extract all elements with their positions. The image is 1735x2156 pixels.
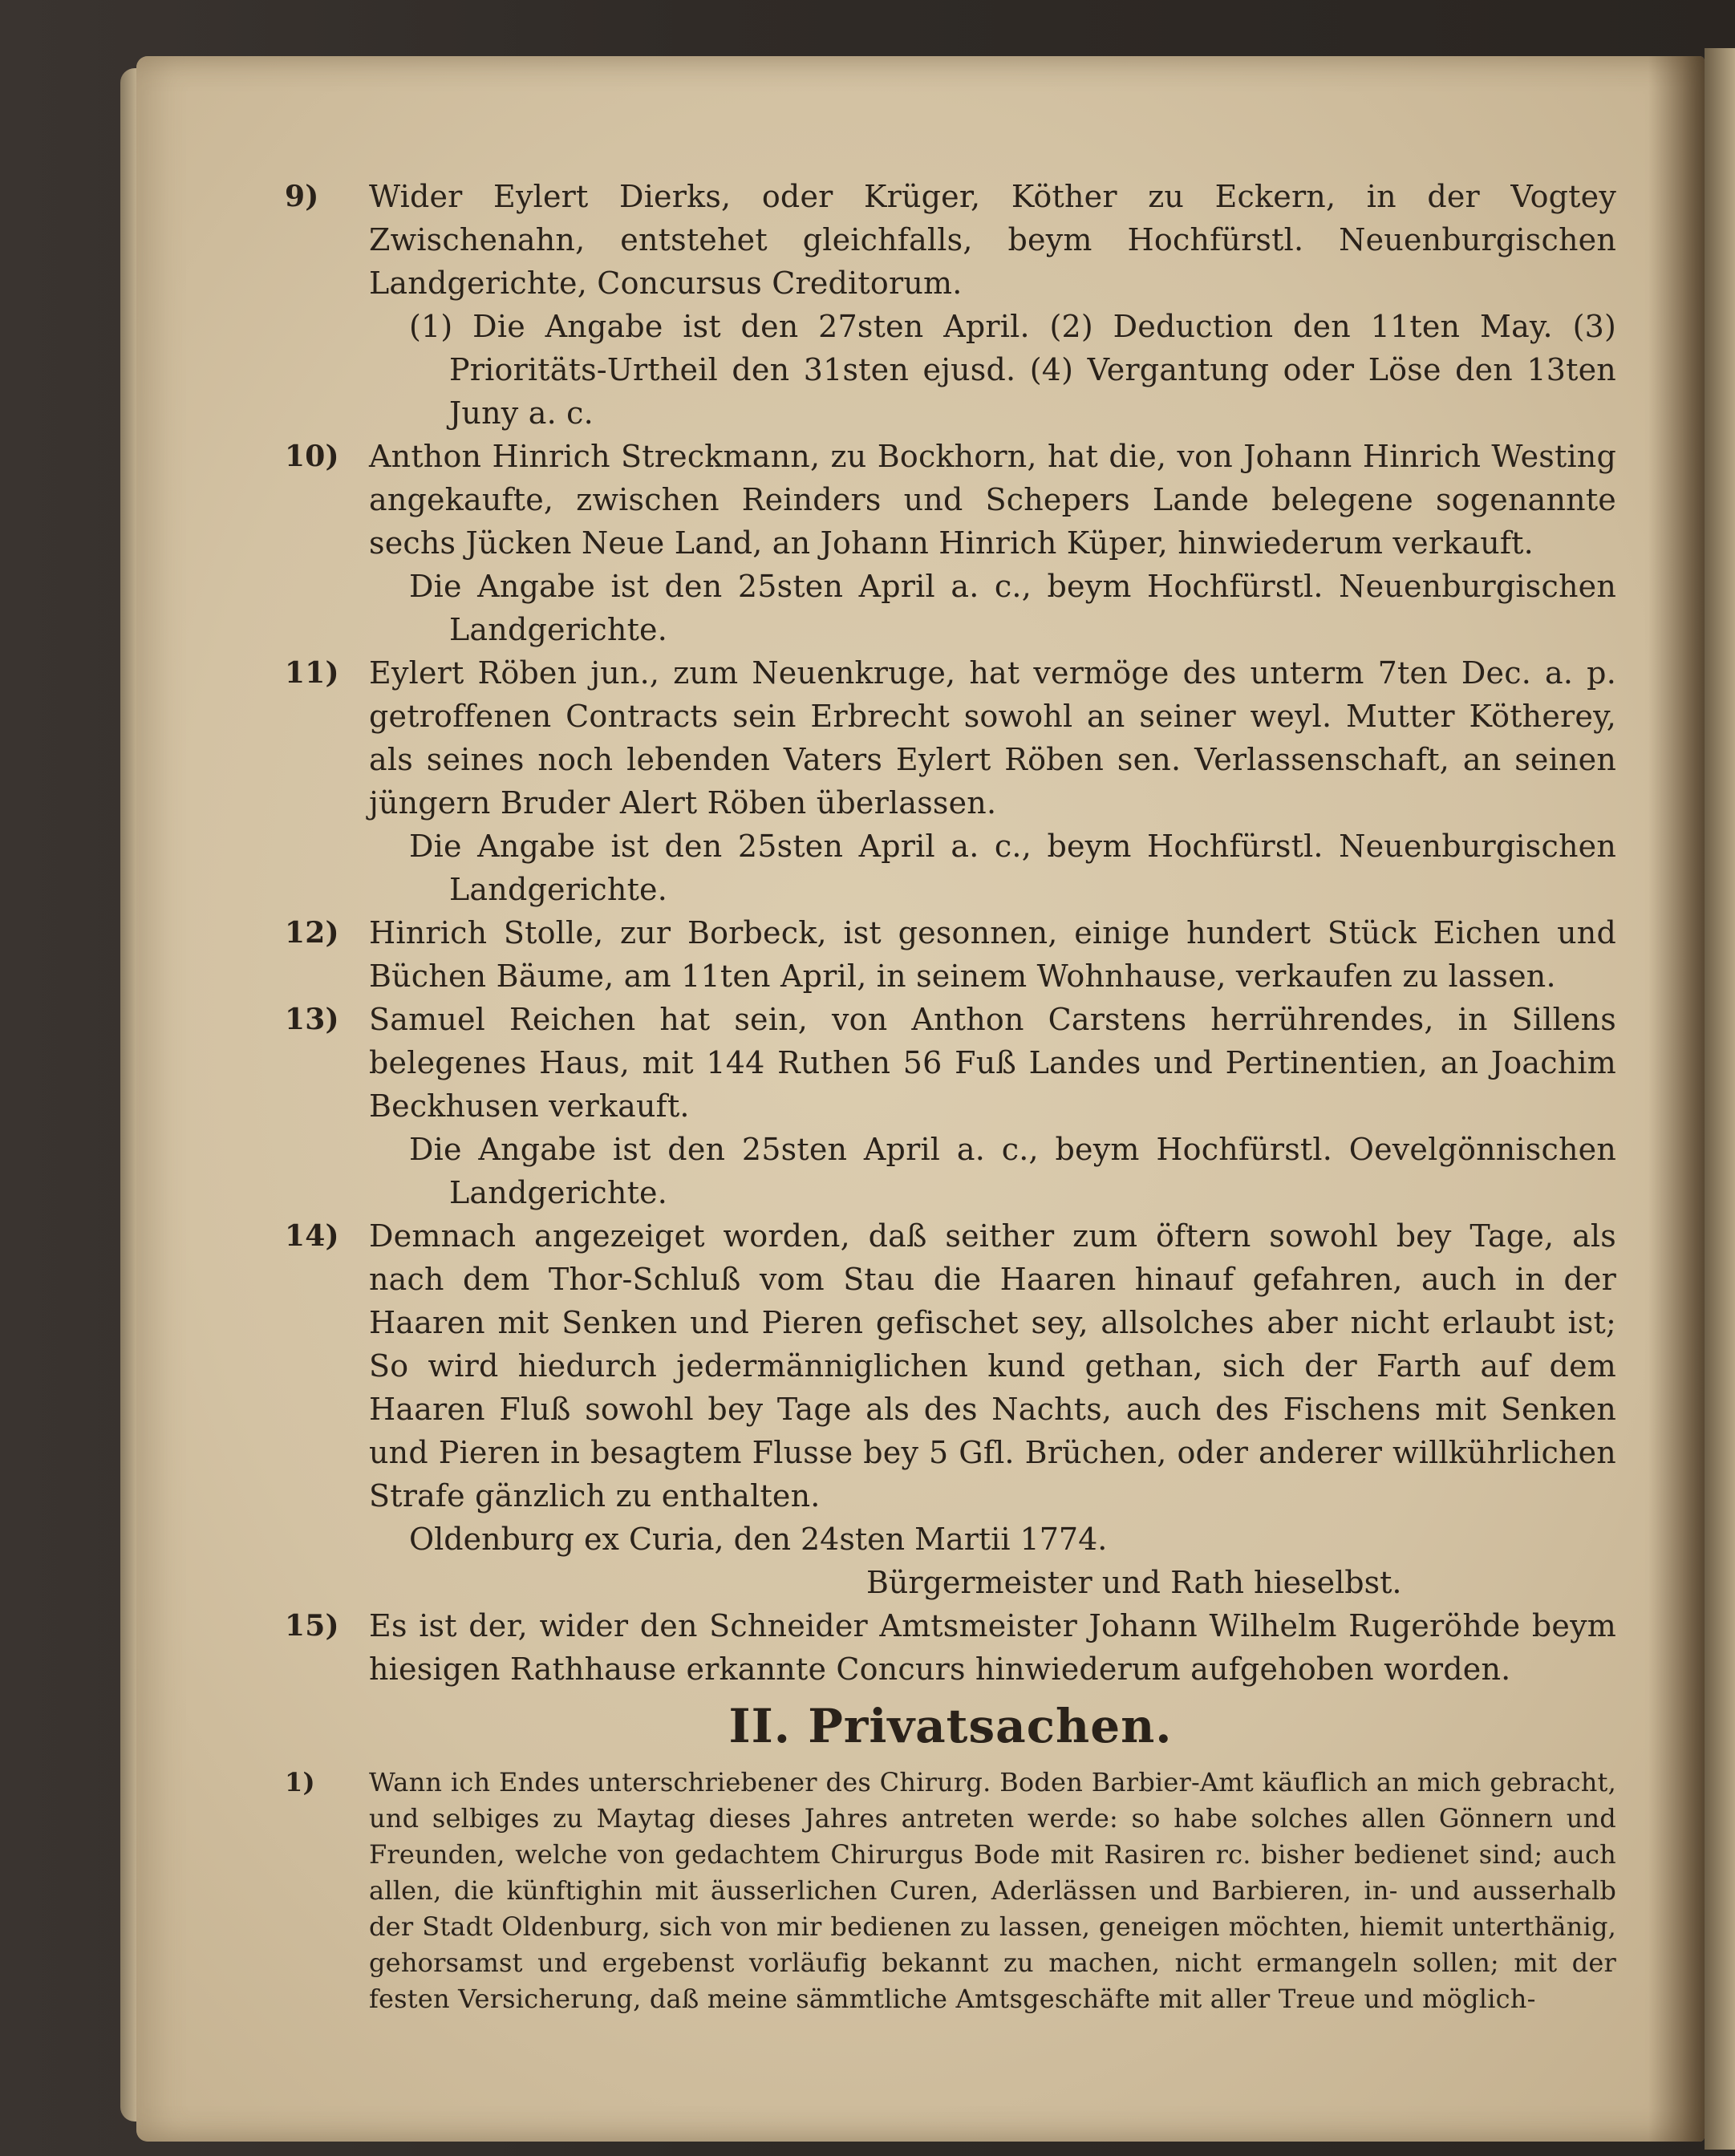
entry-number: 15) bbox=[285, 1609, 339, 1643]
entry-sub: (1) Die Angabe ist den 27sten April. (2) Deduction den 11ten May. (3) Prioritäts-Urtheil den 31sten ejusd. (4) Vergantung oder Löse den 13ten Juny a. c. bbox=[409, 309, 1616, 431]
entry-sub: Die Angabe ist den 25sten April a. c., beym Hochfürstl. Oevelgönnischen Landgerichte. bbox=[409, 1132, 1616, 1210]
entry-14 bbox=[285, 1214, 1616, 1518]
signature-block bbox=[285, 1518, 1616, 1604]
private-entry-1 bbox=[285, 1765, 1616, 2017]
entry-body: Es ist der, wider den Schneider Amtsmeister Johann Wilhelm Rugeröhde beym hiesigen Rathhause erkannte Concurs hinwiederum aufgehoben worden. bbox=[369, 1608, 1616, 1687]
entry-number: 13) bbox=[285, 1003, 339, 1036]
page-gutter-shadow bbox=[1648, 56, 1705, 2142]
entry-15 bbox=[285, 1604, 1616, 1691]
facing-page-edge bbox=[1705, 48, 1735, 2150]
entry-number: 12) bbox=[285, 916, 339, 950]
section-heading: II. Privatsachen. bbox=[728, 1699, 1173, 1753]
entry-body: Samuel Reichen hat sein, von Anthon Carstens herrührendes, in Sillens belegenes Haus, mit 144 Ruthen 56 Fuß Landes und Pertinentien, an Joachim Beckhusen verkauft. bbox=[369, 1002, 1616, 1124]
page-text-column bbox=[285, 175, 1616, 2017]
entry-number: 10) bbox=[285, 440, 339, 473]
entry-sub: Die Angabe ist den 25sten April a. c., beym Hochfürstl. Neuenburgischen Landgerichte. bbox=[409, 569, 1616, 647]
place-date: Oldenburg ex Curia, den 24sten Martii 1774. bbox=[409, 1522, 1108, 1557]
entry-number: 9) bbox=[285, 180, 319, 213]
entry-sub: Die Angabe ist den 25sten April a. c., beym Hochfürstl. Neuenburgischen Landgerichte. bbox=[409, 829, 1616, 907]
entry-9 bbox=[285, 175, 1616, 435]
entry-number: 14) bbox=[285, 1219, 339, 1253]
entry-body: Eylert Röben jun., zum Neuenkruge, hat vermöge des unterm 7ten Dec. a. p. getroffenen Contracts sein Erbrecht sowohl an seiner weyl. Mutter Kötherey, als seines noch lebenden Vaters Eylert Röben sen. Verlassenschaft, an seinen jüngern Bruder Alert Röben überlassen. bbox=[369, 655, 1616, 821]
signer: Bürgermeister und Rath hieselbst. bbox=[866, 1565, 1402, 1600]
entry-12 bbox=[285, 911, 1616, 998]
entry-body: Hinrich Stolle, zur Borbeck, ist gesonnen, einige hundert Stück Eichen und Büchen Bäume, am 11ten April, in seinem Wohnhause, verkaufen zu lassen. bbox=[369, 915, 1616, 994]
entry-number: 11) bbox=[285, 656, 339, 690]
entry-number: 1) bbox=[285, 1767, 315, 1797]
entry-11 bbox=[285, 651, 1616, 911]
entry-13 bbox=[285, 998, 1616, 1214]
entry-10 bbox=[285, 435, 1616, 651]
entry-body: Demnach angezeiget worden, daß seither zum öftern sowohl bey Tage, als nach dem Thor-Schluß vom Stau die Haaren hinauf gefahren, auch in der Haaren mit Senken und Pieren gefischet sey, allsolches aber nicht erlaubt ist; So wird hiedurch jedermänniglichen kund gethan, sich der Farth auf dem Haaren Fluß sowohl bey Tage als des Nachts, auch des Fischens mit Senken und Pieren in besagtem Flusse bey 5 Gfl. Brüchen, oder anderer willkührlichen Strafe gänzlich zu enthalten. bbox=[369, 1218, 1616, 1514]
entry-body: Anthon Hinrich Streckmann, zu Bockhorn, hat die, von Johann Hinrich Westing angekaufte, zwischen Reinders und Schepers Lande belegene sogenannte sechs Jücken Neue Land, an Johann Hinrich Küper, hinwiederum verkauft. bbox=[369, 439, 1616, 561]
entry-body: Wann ich Endes unterschriebener des Chirurg. Boden Barbier-Amt käuflich an mich gebracht, und selbiges zu Maytag dieses Jahres antreten werde: so habe solches allen Gönnern und Freunden, welche von gedachtem Chirurgus Bode mit Rasiren rc. bisher bedienet sind; auch allen, die künftighin mit äusserlichen Curen, Aderlässen und Barbieren, in- und ausserhalb der Stadt Oldenburg, sich von mir bedienen zu lassen, geneigen möchten, hiemit unterthänig, gehorsamst und ergebenst vorläufig bekannt zu machen, nicht ermangeln sollen; mit der festen Versicherung, daß meine sämmtliche Amtsgeschäfte mit aller Treue und möglich- bbox=[369, 1767, 1616, 2014]
entry-body: Wider Eylert Dierks, oder Krüger, Köther zu Eckern, in der Vogtey Zwischenahn, entstehet gleichfalls, beym Hochfürstl. Neuenburgischen Landgerichte, Concursus Creditorum. bbox=[369, 179, 1616, 301]
